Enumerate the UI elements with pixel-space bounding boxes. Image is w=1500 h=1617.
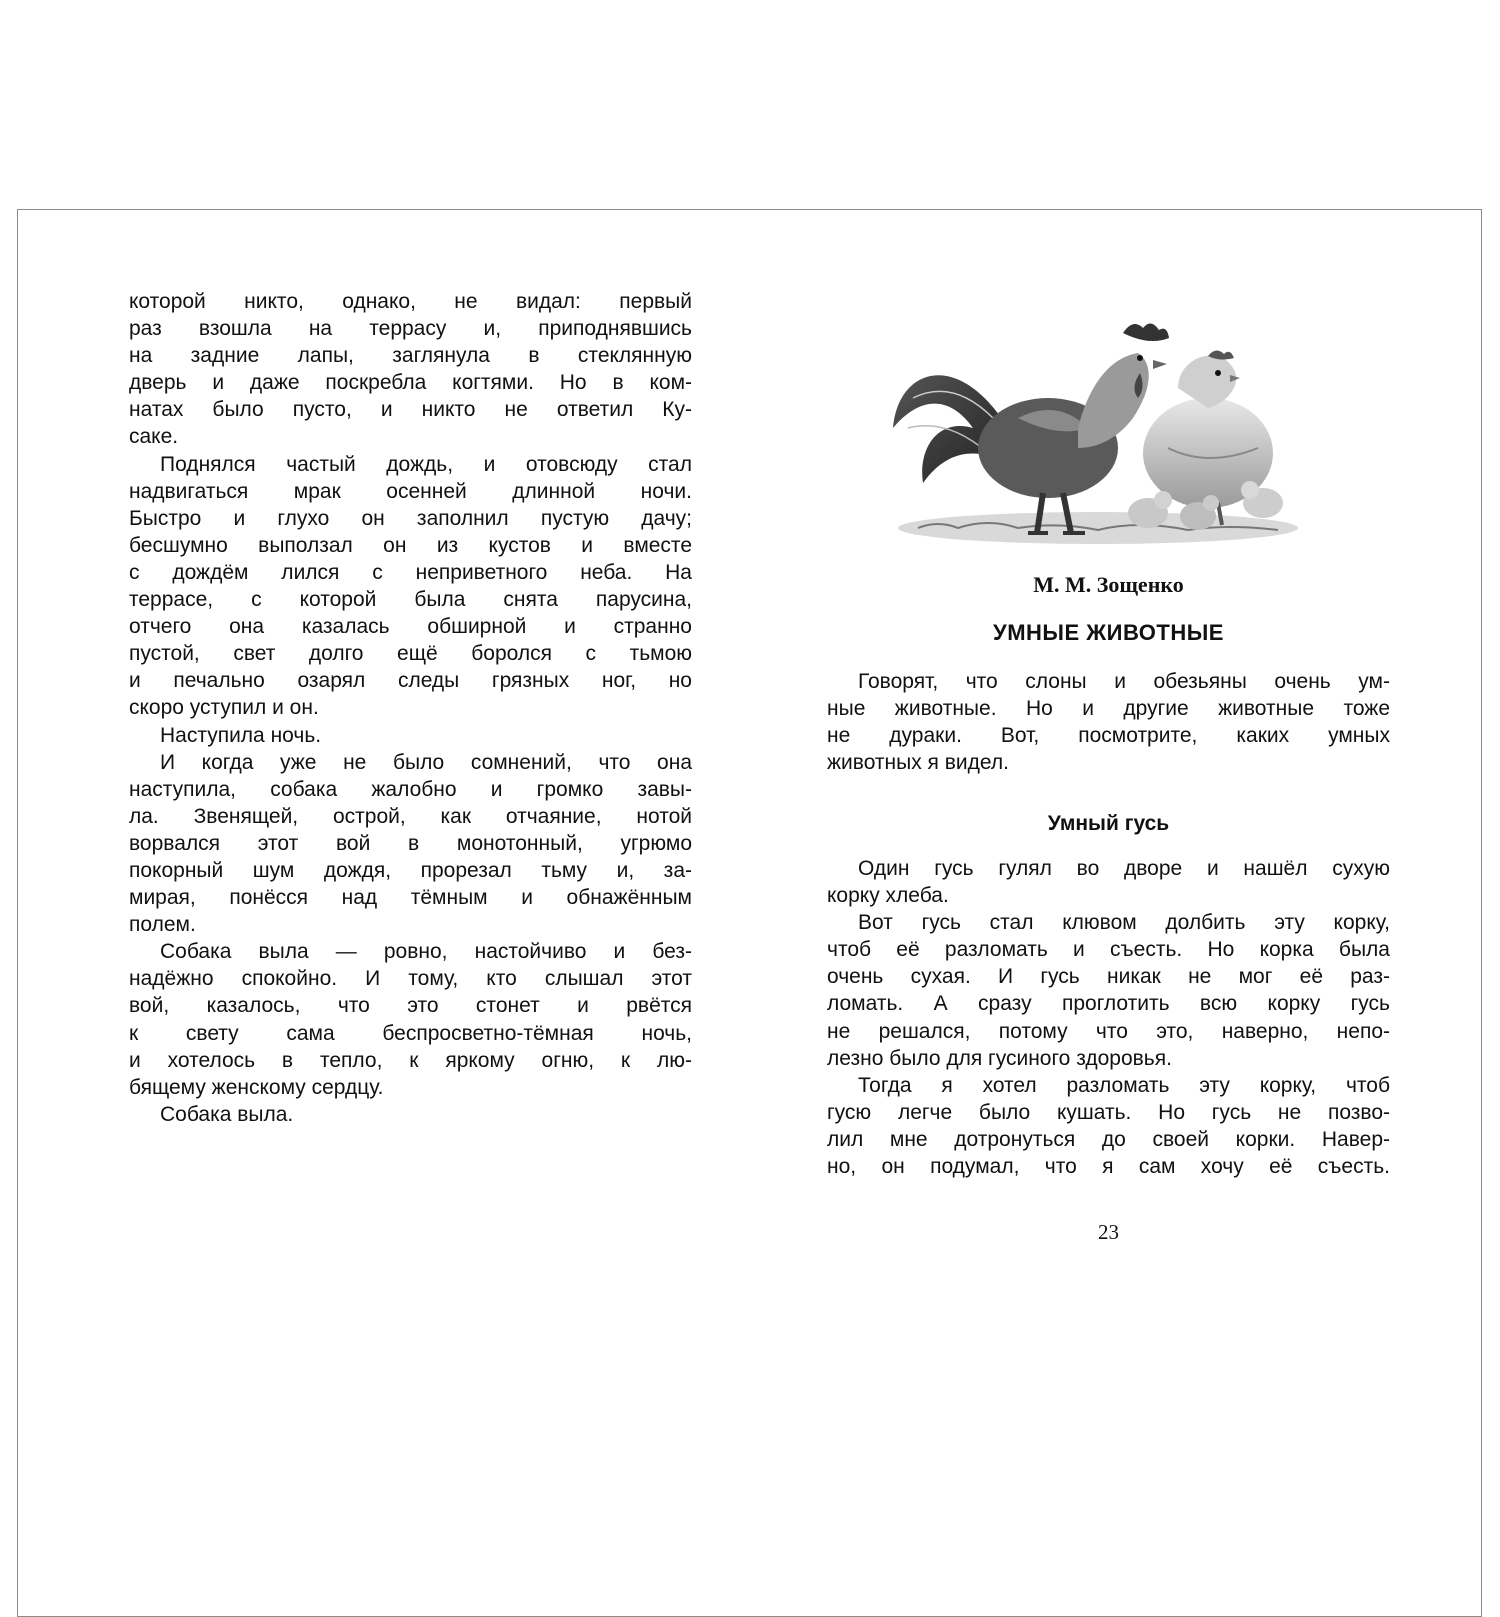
text-line: И когда уже не было сомнений, что она [160,750,692,774]
text-line: бесшумно выползал он из кустов и вместе [129,533,692,557]
text-line: не дураки. Вот, посмотрите, каких умных [827,724,1390,748]
text-line: корку хлеба. [827,884,949,908]
story-title: УМНЫЕ ЖИВОТНЫЕ [993,620,1224,645]
text-line: Говорят, что слоны и обезьяны очень ум- [858,670,1390,693]
left-page-text [129,288,692,1128]
text-line: надвигаться мрак осенней длинной ночи. [129,479,692,503]
text-line: вой, казалось, что это стонет и рвётся [129,994,692,1018]
text-line: мирая, понёсся над тёмным и обнажённым [129,886,692,910]
text-line: и хотелось в тепло, к яркому огню, к лю- [129,1048,692,1072]
text-line: к свету сама беспросветно-тёмная ночь, [129,1021,692,1045]
text-line: лезно было для гусиного здоровья. [827,1046,1172,1070]
text-line: Быстро и глухо он заполнил пустую дачу; [129,506,692,530]
text-line: террасе, с которой была снята парусина, [129,588,692,612]
author-name: М. М. Зощенко [1033,572,1184,597]
text-line: дверь и даже поскребла когтями. Но в ком- [129,371,692,395]
text-line: животных я видел. [827,751,1009,775]
story-text [827,855,1390,1180]
text-line: ворвался этот вой в монотонный, угрюмо [129,831,692,855]
text-line: скоро уступил и он. [129,696,319,720]
text-line: с дождём лился с неприветного неба. На [129,560,692,584]
intro-text [827,668,1390,776]
text-line: ла. Звенящей, острой, как отчаяние, нотой [129,804,692,828]
text-line: наступила, собака жалобно и громко завы- [129,777,692,801]
text-line: Тогда я хотел разломать эту корку, чтоб [858,1073,1390,1097]
text-line: Вот гусь стал клювом долбить эту корку, [858,911,1390,935]
text-line: на задние лапы, заглянула в стеклянную [129,344,692,368]
text-line: Собака выла. [160,1102,294,1126]
page-number: 23 [1098,1220,1119,1244]
text-line: чтоб её разломать и съесть. Но корка была [827,938,1390,962]
text-line: саке. [129,425,179,449]
text-line: раз взошла на террасу и, приподнявшись [129,317,692,341]
text-line: Один гусь гулял во дворе и нашёл сухую [858,857,1390,880]
text-line: Поднялся частый дождь, и отовсюду стал [160,452,692,476]
text-line: ломать. А сразу проглотить всю корку гусь [827,992,1390,1016]
text-line: бящему женскому сердцу. [129,1075,384,1099]
text-line: лил мне дотронуться до своей корки. Навер- [827,1127,1390,1151]
text-line: пустой, свет долго ещё боролся с тьмою [129,642,692,666]
text-line: и печально озарял следы грязных ног, но [129,669,692,693]
text-line: натах было пусто, и никто не ответил Ку- [129,398,692,422]
text-line: надёжно спокойно. И тому, кто слышал этот [129,967,692,991]
text-line: Собака выла — ровно, настойчиво и без- [160,940,692,964]
text-line: очень сухая. И гусь никак не мог её раз- [827,965,1390,989]
text-line: отчего она казалась обширной и странно [129,615,692,639]
text-line: но, он подумал, что я сам хочу её съесть. [827,1155,1390,1179]
section-subtitle: Умный гусь [1047,812,1170,835]
text-line: не решался, потому что это, наверно, непо- [827,1019,1390,1043]
text-line: которой никто, однако, не видал: первый [129,290,692,313]
text-line: полем. [129,913,196,937]
rooster-and-hens-illustration [878,278,1318,558]
text-line: гусю легче было кушать. Но гусь не позво- [827,1100,1390,1124]
text-line: покорный шум дождя, прорезал тьму и, за- [129,858,692,882]
text-line: Наступила ночь. [160,723,322,747]
book-spread [17,209,1482,1617]
text-line: ные животные. Но и другие животные тоже [827,697,1390,721]
